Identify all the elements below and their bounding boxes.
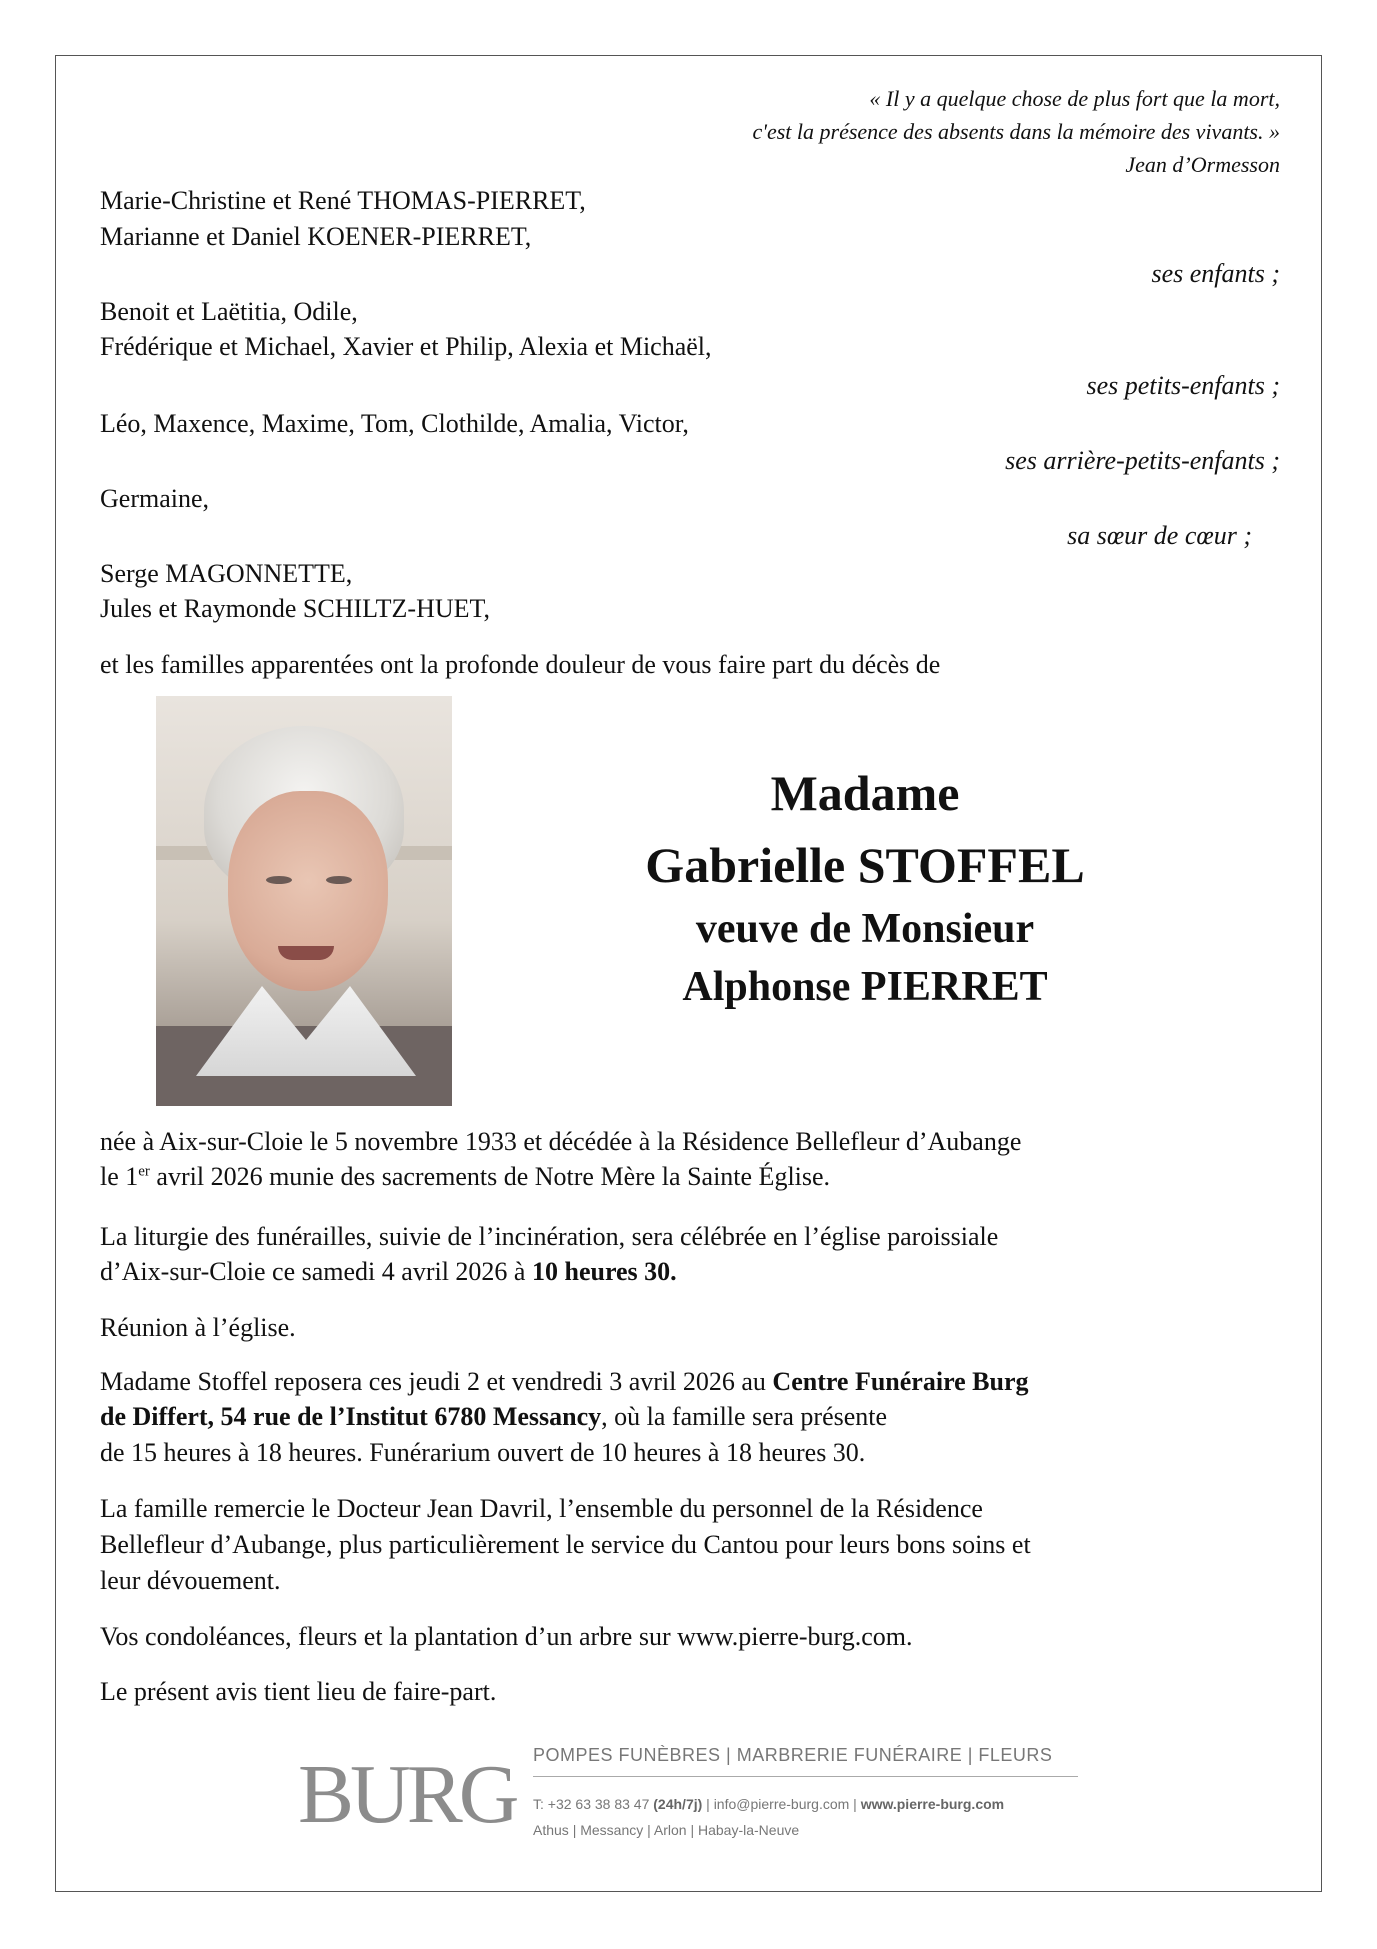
deceased-name: Gabrielle STOFFEL: [645, 837, 1085, 893]
spouse-name: Alphonse PIERRET: [682, 964, 1048, 1010]
birth-death-line-2: le 1er avril 2026 munie des sacrements de Notre Mère la Sainte Église.: [100, 1162, 831, 1191]
repose-line-2: de Differt, 54 rue de l’Institut 6780 Messancy, où la famille sera présente: [100, 1402, 888, 1431]
meeting-line: Réunion à l’église.: [100, 1313, 296, 1342]
footer-locations: Athus | Messancy | Arlon | Habay-la-Neuve: [533, 1822, 800, 1838]
repose-line-1: Madame Stoffel reposera ces jeudi 2 et vendredi 3 avril 2026 au Centre Funéraire Burg: [100, 1367, 1029, 1396]
condolences-line: Vos condoléances, fleurs et la plantation d’un arbre sur www.pierre-burg.com.: [100, 1622, 913, 1651]
great-grandchildren-line: Léo, Maxence, Maxime, Tom, Clothilde, Amalia, Victor,: [100, 409, 689, 438]
quote-author: Jean d’Ormesson: [1125, 152, 1280, 177]
others-line-2: Jules et Raymonde SCHILTZ-HUET,: [100, 594, 490, 623]
grandchildren-line-1: Benoit et Laëtitia, Odile,: [100, 297, 358, 326]
announcement-line: et les familles apparentées ont la profonde douleur de vous faire part du décès de: [100, 650, 941, 679]
quote-line-1: « Il y a quelque chose de plus fort que la mort,: [869, 86, 1280, 111]
notice-line: Le présent avis tient lieu de faire-part.: [100, 1677, 497, 1706]
birth-death-line-1: née à Aix-sur-Cloie le 5 novembre 1933 et décédée à la Résidence Bellefleur d’Aubange: [100, 1127, 1022, 1156]
thanks-line-2: Bellefleur d’Aubange, plus particulièrement le service du Cantou pour leurs bons soins et: [100, 1530, 1031, 1559]
grandchildren-role: ses petits-enfants ;: [1086, 371, 1280, 400]
grandchildren-line-2: Frédérique et Michael, Xavier et Philip, Alexia et Michaël,: [100, 332, 712, 361]
deceased-photo: [156, 696, 452, 1104]
liturgy-line-2: d’Aix-sur-Cloie ce samedi 4 avril 2026 à 10 heures 30.: [100, 1257, 677, 1286]
footer-services: POMPES FUNÈBRES | MARBRERIE FUNÉRAIRE | FLEURS: [533, 1745, 1053, 1765]
footer-divider: [533, 1776, 1078, 1777]
deceased-title: Madame: [770, 765, 960, 821]
burg-logo: [298, 1742, 516, 1841]
quote-line-2: c'est la présence des absents dans la mémoire des vivants. »: [752, 119, 1280, 144]
thanks-line-1: La famille remercie le Docteur Jean Davril, l’ensemble du personnel de la Résidence: [100, 1494, 983, 1523]
footer-website-link[interactable]: www.pierre-burg.com: [860, 1796, 1005, 1812]
repose-line-3: de 15 heures à 18 heures. Funérarium ouvert de 10 heures à 18 heures 30.: [100, 1438, 866, 1467]
liturgy-line-1: La liturgie des funérailles, suivie de l’incinération, sera célébrée en l’église paroissiale: [100, 1222, 999, 1251]
epigraph-quote: [752, 82, 1280, 181]
sister-role: sa sœur de cœur ;: [1067, 521, 1252, 550]
thanks-line-3: leur dévouement.: [100, 1566, 281, 1595]
widow-of-line: veuve de Monsieur: [695, 906, 1035, 952]
sister-line: Germaine,: [100, 484, 210, 513]
others-line-1: Serge MAGONNETTE,: [100, 559, 353, 588]
children-role: ses enfants ;: [1151, 259, 1280, 288]
children-line-2: Marianne et Daniel KOENER-PIERRET,: [100, 222, 532, 251]
children-line-1: Marie-Christine et René THOMAS-PIERRET,: [100, 186, 586, 215]
footer-contact: T: +32 63 38 83 47 (24h/7j) | info@pierre-burg.com | www.pierre-burg.com: [533, 1796, 1005, 1812]
burg-logo-text: BURG: [298, 1748, 516, 1841]
great-grandchildren-role: ses arrière-petits-enfants ;: [1005, 446, 1280, 475]
